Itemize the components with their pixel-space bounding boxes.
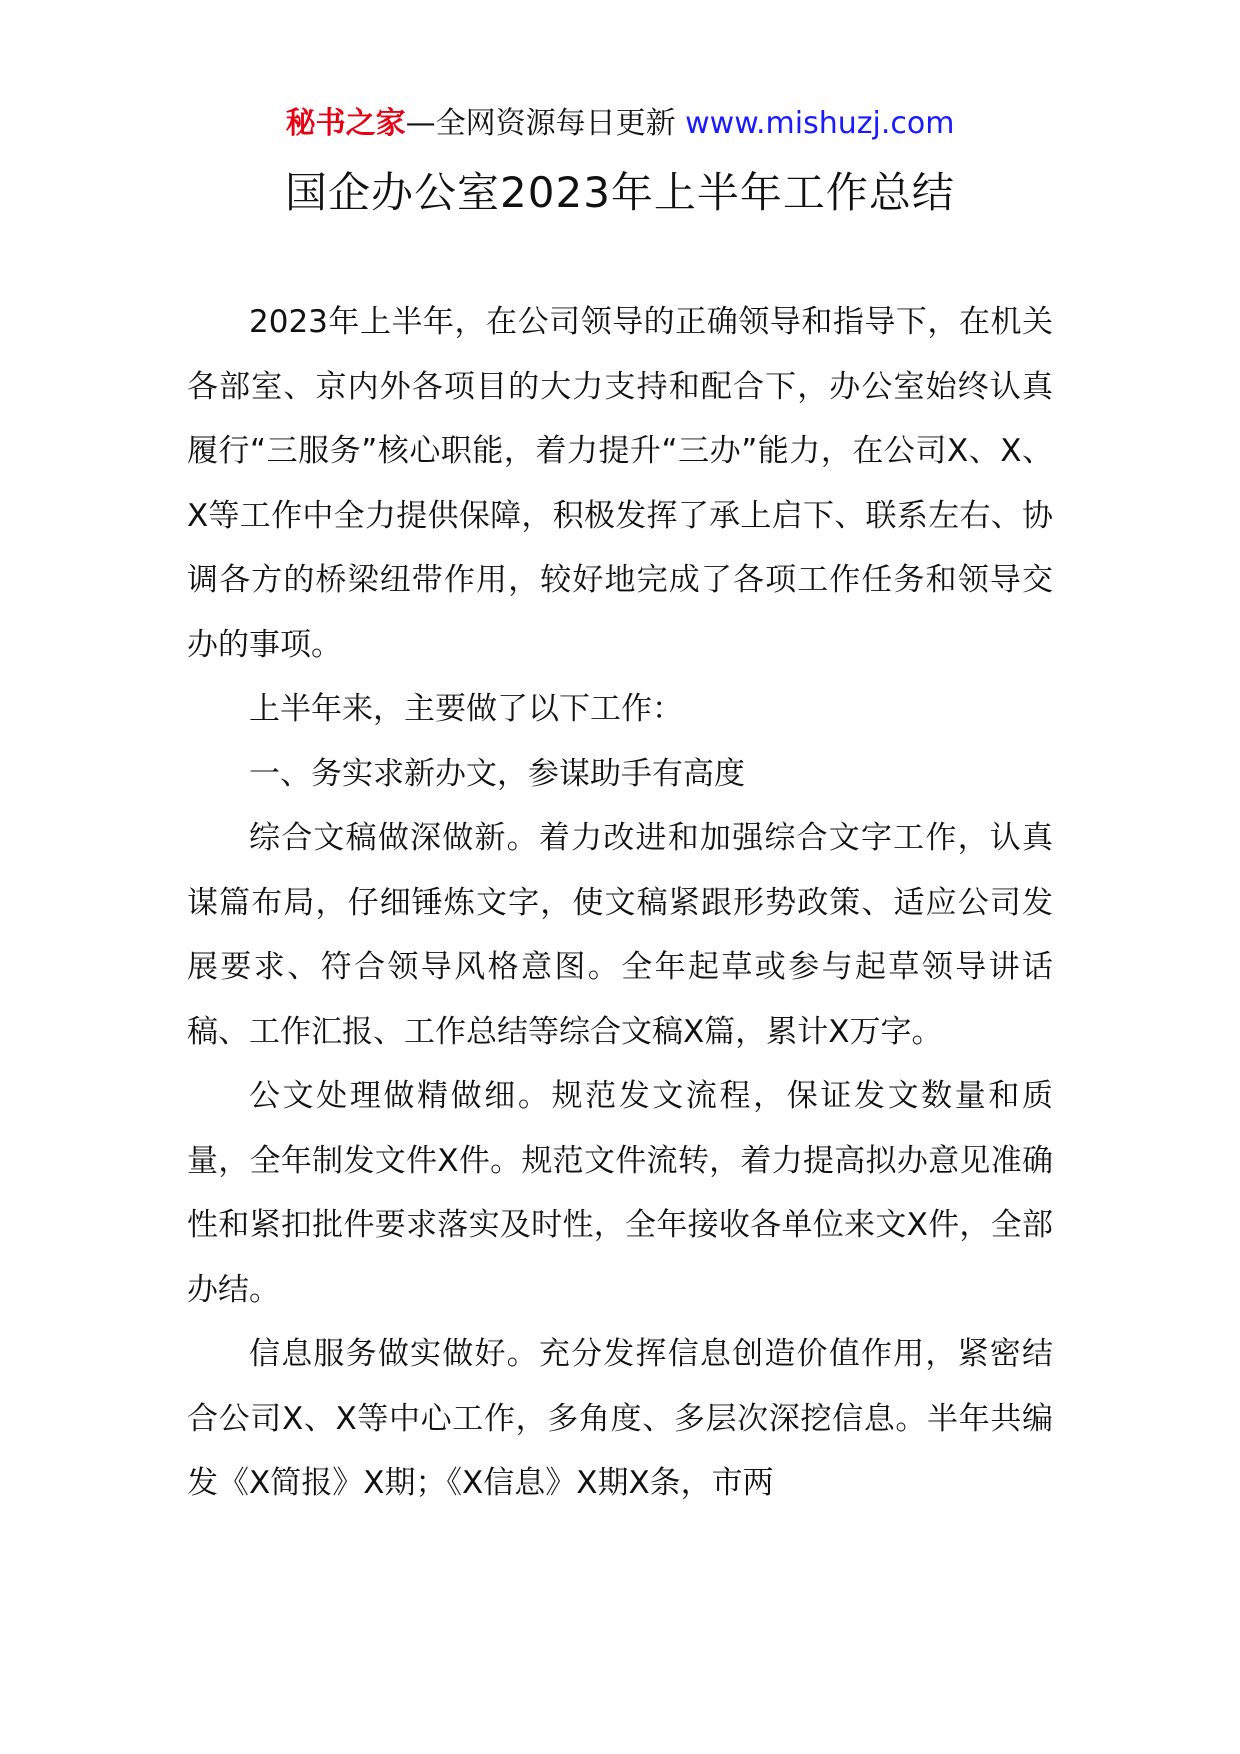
paragraph-overview: 上半年来，主要做了以下工作：: [249, 691, 683, 727]
paragraph-writing: 综合文稿做深做新。着力改进和加强综合文字工作，认真谋篇布局，仔细锤炼文字，使文稿紧跟形势政策、适应公司发展要求、符合领导风格意图。全年起草或参与起草领导讲话稿、工作汇报、工作总结等综合文稿X篇，累计X万字。: [187, 820, 1053, 1050]
brand-name: 秘书之家: [285, 106, 406, 141]
paragraph-intro: 2023年上半年，在公司领导的正确领导和指导下，在机关各部室、京内外各项目的大力支持和配合下，办公室始终认真履行“三服务”核心职能，着力提升“三办”能力，在公司X、X、X等工作中全力提供保障，积极发挥了承上启下、联系左右、协调各方的桥梁纽带作用，较好地完成了各项工作任务和领导交办的事项。: [187, 304, 1053, 663]
site-banner: [0, 102, 1240, 146]
paragraph-documents: 公文处理做精做细。规范发文流程，保证发文数量和质量，全年制发文件X件。规范文件流转，着力提高拟办意见准确性和紧扣批件要求落实及时性，全年接收各单位来文X件，全部办结。: [187, 1078, 1053, 1308]
brand-tagline: —全网资源每日更新: [405, 106, 676, 141]
paragraph-information: 信息服务做实做好。充分发挥信息创造价值作用，紧密结合公司X、X等中心工作，多角度、多层次深挖信息。半年共编发《X简报》X期；《X信息》X期X条，市两: [187, 1336, 1053, 1501]
section-heading-1: 一、务实求新办文，参谋助手有高度: [249, 755, 745, 792]
document-title: 国企办公室2023年上半年工作总结: [285, 168, 955, 217]
document-body: [187, 290, 1053, 1516]
site-url[interactable]: www.mishuzj.com: [685, 106, 955, 141]
